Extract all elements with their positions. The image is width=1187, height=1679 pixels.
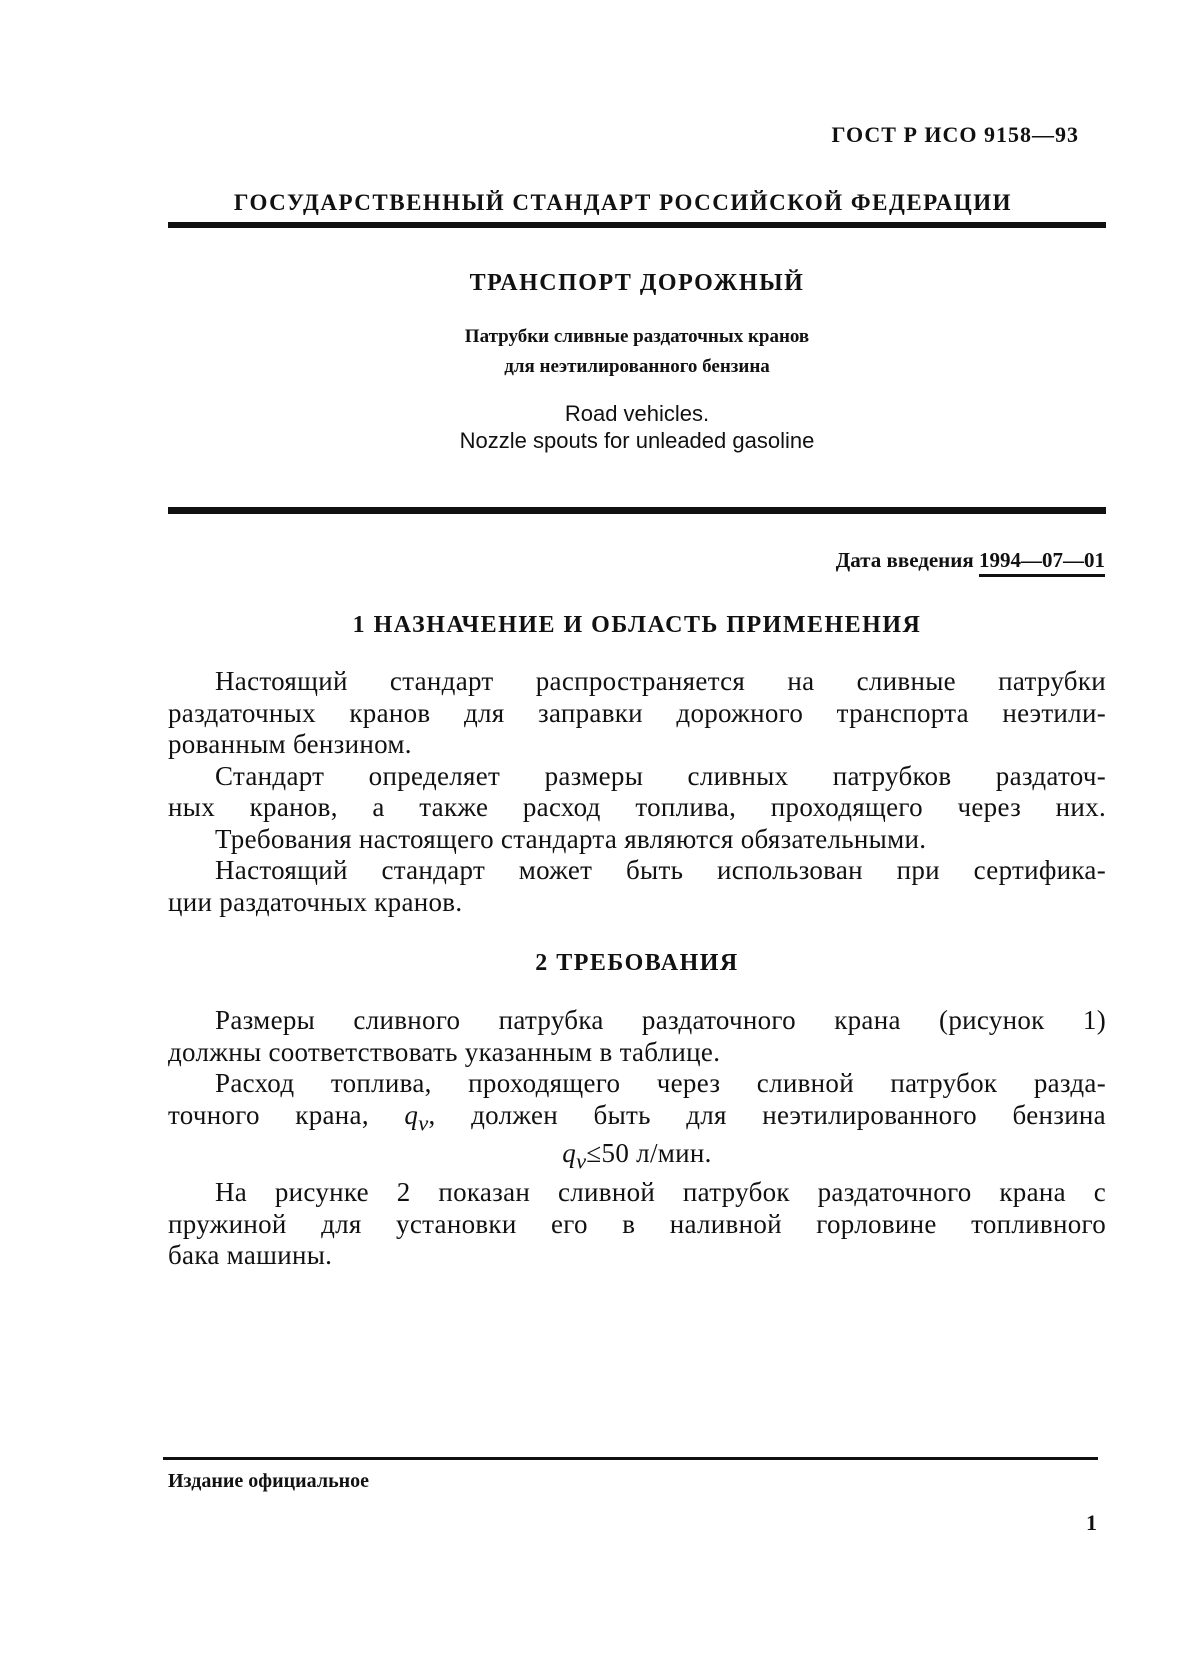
body-line: ции раздаточных кранов. (168, 886, 463, 917)
body-line: Настоящий стандарт может быть использован при сертифика- (215, 855, 1106, 885)
formula-text: ≤50 л/мин. (586, 1138, 712, 1169)
section-1-heading: 1 НАЗНАЧЕНИЕ И ОБЛАСТЬ ПРИМЕНЕНИЯ (352, 612, 922, 638)
body-text: точного крана, (168, 1099, 369, 1130)
body-line: Стандарт определяет размеры сливных патрубков раздаточ- (215, 760, 1106, 791)
introduction-date-value: 1994—07—01 (979, 548, 1105, 577)
standard-type-heading: ГОСУДАРСТВЕННЫЙ СТАНДАРТ РОССИЙСКОЙ ФЕДЕРАЦИИ (233, 190, 1013, 215)
variable-subscript: v (418, 1109, 429, 1135)
body-line: раздаточных кранов для заправки дорожного транспорта неэтили- (168, 697, 1106, 728)
body-line: Настоящий стандарт распространяется на сливные патрубки (215, 666, 1106, 696)
body-line: Требования настоящего стандарта являются обязательными. (215, 823, 927, 854)
body-line: Расход топлива, проходящего через сливной патрубок разда- (215, 1068, 1106, 1098)
body-line: рованным бензином. (168, 729, 412, 759)
body-line: На рисунке 2 показан сливной патрубок раздаточного крана с (215, 1177, 1106, 1208)
body-text: , должен быть для неэтилированного бензина (428, 1099, 1106, 1130)
title-ru-line-2: для неэтилированного бензина (504, 356, 770, 377)
flow-variable (562, 1138, 587, 1174)
document-subject: ТРАНСПОРТ ДОРОЖНЫЙ (469, 270, 805, 296)
flow-formula (168, 1138, 1106, 1177)
title-en-line-1: Road vehicles. (564, 401, 710, 426)
section-1-body (168, 666, 1106, 918)
body-line: Размеры сливного патрубка раздаточного крана (рисунок 1) (215, 1005, 1106, 1035)
body-line: пружиной для установки его в наливной горловине топливного (168, 1208, 1106, 1239)
section-2-heading: 2 ТРЕБОВАНИЯ (535, 950, 739, 976)
footer-divider (163, 1457, 1098, 1460)
variable-symbol: q (404, 1099, 419, 1130)
section-2-body (168, 1005, 1106, 1272)
title-divider (168, 507, 1106, 514)
body-line: должны соответствовать указанным в таблице. (168, 1036, 721, 1067)
body-line-with-variable (168, 1100, 1106, 1139)
variable-subscript: v (576, 1148, 587, 1174)
title-ru-line-1: Патрубки сливные раздаточных кранов (464, 326, 810, 347)
flow-variable (404, 1099, 429, 1135)
document-code: ГОСТ Р ИСО 9158—93 (831, 122, 1079, 147)
title-en-line-2: Nozzle spouts for unleaded gasoline (459, 428, 815, 453)
header-divider (168, 222, 1106, 228)
introduction-date (836, 548, 1105, 573)
body-line: ных кранов, а также расход топлива, проходящего через них. (168, 792, 1106, 822)
body-line: бака машины. (168, 1240, 333, 1271)
page-number: 1 (1086, 1510, 1097, 1535)
variable-symbol: q (562, 1138, 577, 1169)
edition-label: Издание официальное (168, 1470, 370, 1492)
introduction-date-label: Дата введения (835, 548, 974, 572)
